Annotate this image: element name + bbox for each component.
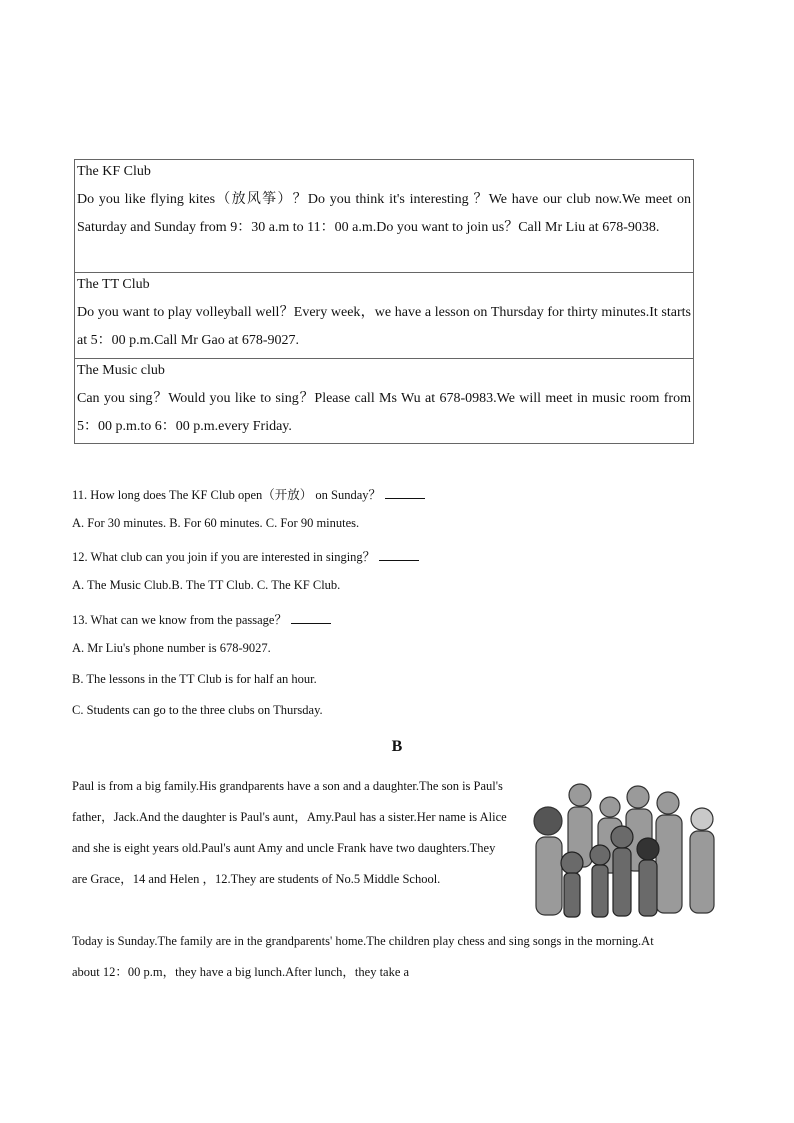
question-13 [72, 610, 331, 628]
person-body [613, 848, 631, 916]
question-11-options: A. For 30 minutes. B. For 60 minutes. C. For 90 minutes. [72, 516, 360, 530]
person-head [600, 797, 620, 817]
question-12 [72, 547, 419, 565]
section-heading-b: B [391, 738, 403, 755]
answer-blank-12[interactable] [379, 548, 419, 561]
person-head [561, 852, 583, 874]
person-head [590, 845, 610, 865]
tt-club-cell [75, 272, 693, 358]
music-club-text: Can you sing？Would you like to sing？Please call Ms Wu at 678-0983.We will meet in music room from 5：00 p.m.to 6：00 p.m.every Friday. [77, 391, 691, 434]
person-body [656, 815, 682, 913]
kf-club-title: The KF Club [77, 164, 151, 179]
person-head [691, 808, 713, 830]
question-13-option-a: A. Mr Liu's phone number is 678-9027. [72, 641, 271, 655]
person-head [657, 792, 679, 814]
person-head [534, 807, 562, 835]
question-12-options: A. The Music Club.B. The TT Club. C. The KF Club. [72, 578, 341, 592]
person-body [690, 831, 714, 913]
person-body [639, 860, 657, 916]
tt-club-text: Do you want to play volleyball well？Every week，we have a lesson on Thursday for thirty minutes.It starts at 5：00 p.m.Call Mr Gao at 678-9027. [77, 305, 691, 348]
kf-club-text: Do you like flying kites（放风筝）？Do you think it's interesting ？We have our club now.We meet on Saturday and Sunday from 9：30 a.m to 11：00 a.m.Do you want to join us？Call Mr Liu at 678-9038. [77, 192, 691, 235]
music-club-cell [75, 358, 693, 443]
passage-paragraph-1: Paul is from a big family.His grandparents have a son and a daughter.The son is Paul's father，Jack.And the daughter is Paul's aunt，Amy.Paul has a sister.Her name is Alice and she is eight years old.Paul's aunt Amy and uncle Frank have two daughters.They are Grace，14 and Helen ，12.They are students of No.5 Middle School. [72, 779, 507, 886]
person-head [569, 784, 591, 806]
person-body [564, 873, 580, 917]
answer-blank-11[interactable] [385, 486, 425, 499]
music-club-title: The Music club [77, 363, 165, 378]
question-12-text: 12. What club can you join if you are interested in singing？ [72, 550, 376, 564]
person-head [627, 786, 649, 808]
question-13-option-c: C. Students can go to the three clubs on Thursday. [72, 703, 323, 717]
person-body [592, 865, 608, 917]
question-11 [72, 485, 425, 503]
tt-club-title: The TT Club [77, 277, 150, 292]
question-13-text: 13. What can we know from the passage？ [72, 613, 287, 627]
club-info-table [74, 159, 694, 444]
person-head [637, 838, 659, 860]
answer-blank-13[interactable] [291, 611, 331, 624]
question-13-option-b: B. The lessons in the TT Club is for half an hour. [72, 672, 317, 686]
person-body [536, 837, 562, 915]
person-head [611, 826, 633, 848]
passage-paragraph-2: Today is Sunday.The family are in the grandparents' home.The children play chess and sing songs in the morning.At about 12：00 p.m，they have a big lunch.After lunch，they take a [72, 934, 654, 979]
family-illustration [524, 783, 724, 923]
question-11-text: 11. How long does The KF Club open（开放） on Sunday？ [72, 488, 382, 502]
kf-club-cell [75, 160, 693, 272]
